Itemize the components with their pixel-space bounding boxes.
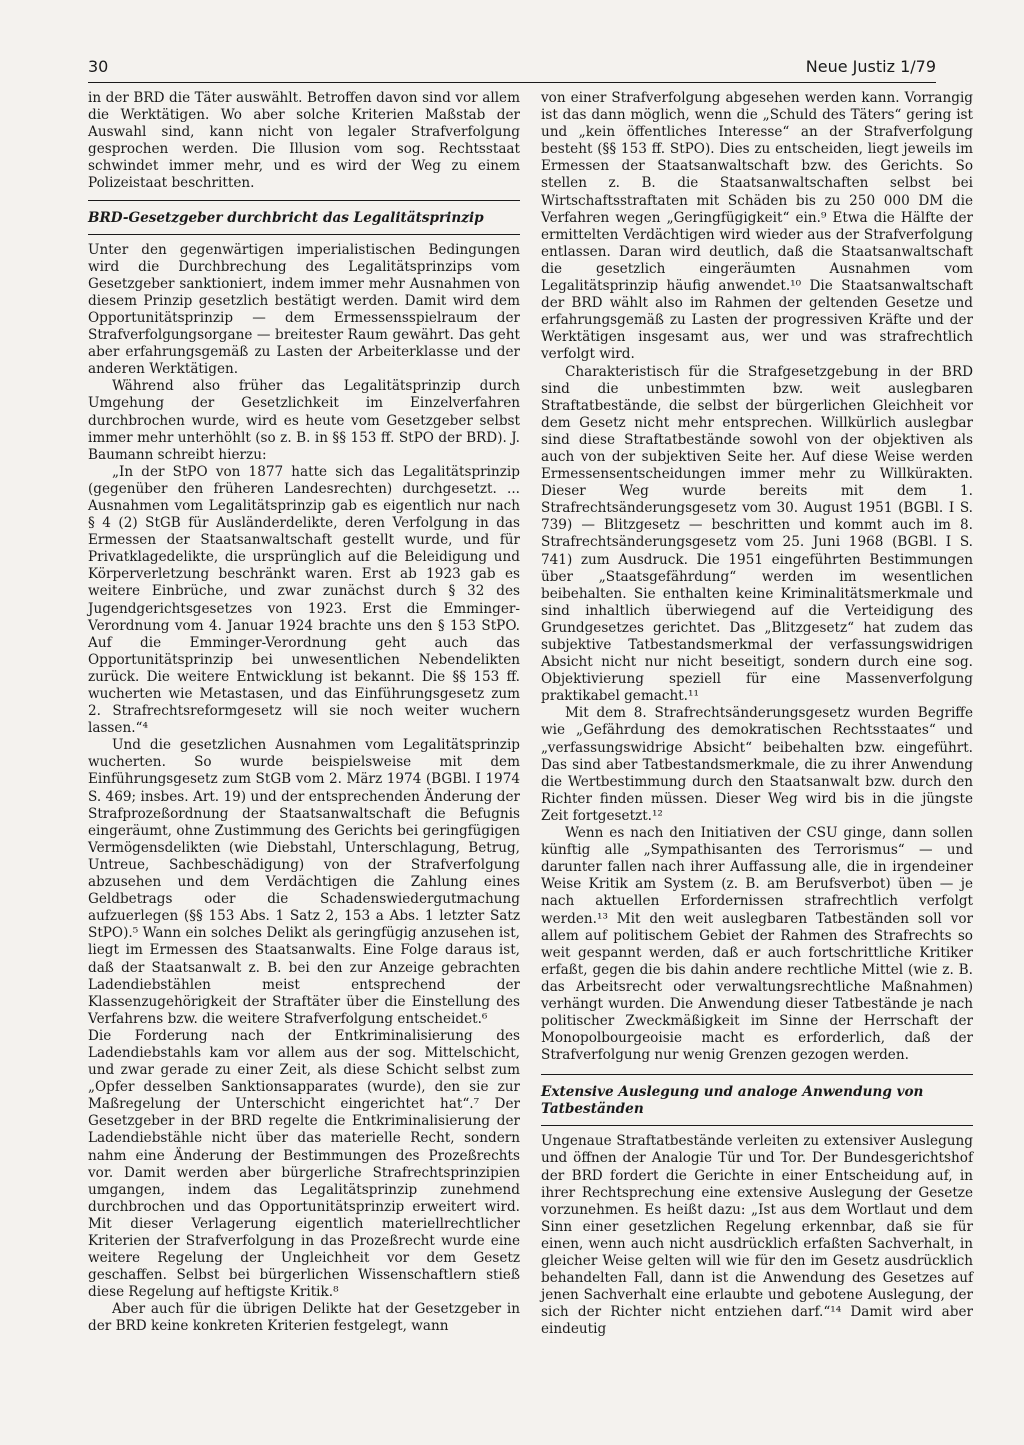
journal-issue: Neue Justiz 1/79 [805,57,936,76]
paragraph: in der BRD die Täter auswählt. Betroffen davon sind vor allem die Werktätigen. Wo aber solche Kriterien Maßstab der Auswahl sind, kann nicht von legaler Strafverfolgung gesprochen werden. Die Illusion vom sog. Rechtsstaat schwindet immer mehr, und es wird der Weg zu einem Polizeistaat beschritten. [88,90,520,192]
paragraph: Und die gesetzlichen Ausnahmen vom Legalitätsprinzip wucherten. So wurde beispielsweise mit dem Einführungsgesetz zum StGB vom 2. März 1974 (BGBl. I 1974 S. 469; insbes. Art. 19) und der entsprechenden Änderung der Strafprozeßordnung der Staatsanwaltschaft die Befugnis eingeräumt, ohne Zustimmung des Gerichts bei geringfügigen Vermögensdelikten (wie Diebstahl, Unterschlagung, Betrug, Untreue, Sachbeschädigung) von der Strafverfolgung abzusehen und dem Verdächtigen die Zahlung eines Geldbetrags oder die Schadenswiedergutmachung aufzuerlegen (§§ 153 Abs. 1 Satz 2, 153 a Abs. 1 letzter Satz StPO).⁵ Wann ein solches Delikt als geringfügig anzusehen ist, liegt im Ermessen des Staatsanwalts. Eine Folge daraus ist, daß der Staatsanwalt z. B. bei den zur Anzeige gebrachten Ladendiebstählen meist entsprechend der Klassenzugehörigkeit der Straftäter über die Einstellung des Verfahrens bzw. die weitere Strafverfolgung entscheidet.⁶ [88,737,520,1027]
page-number: 30 [88,57,109,76]
header-divider [88,82,936,83]
block-quote: „In der StPO von 1877 hatte sich das Legalitätsprinzip (gegenüber den früheren Landesrechten) durchgesetzt. ... Ausnahmen vom Legalitätsprinzip gab es eigentlich nur nach § 4 (2) StGB für Ausländerdelikte, deren Verfolgung in das Ermessen der Staatsanwaltschaft gestellt wurde, und für Privatklagedelikte, die ursprünglich auf die Beleidigung und Körperverletzung beschränkt waren. Erst ab 1923 gab es weitere Einbrüche, und zwar zunächst durch § 32 des Jugendgerichtsgesetzes von 1923. Erst die Emminger-Verordnung vom 4. Januar 1924 brachte uns den § 153 StPO. Auf die Emminger-Verordnung geht auch das Opportunitätsprinzip bei unwesentlichen Nebendelikten zurück. Die weitere Entwicklung ist bekannt. Die §§ 153 ff. wucherten wie Metastasen, und das Einführungsgesetz zum 2. Strafrechtsreformgesetz will sie noch weiter wuchern lassen.“⁴ [88,463,520,737]
paragraph: Mit dem 8. Strafrechtsänderungsgesetz wurden Begriffe wie „Gefährdung des demokratischen Rechtsstaates“ und „verfassungswidrige Absicht“ beibehalten bzw. eingeführt. Das sind aber Tatbestandsmerkmale, die zu ihrer Anwendung die Wertbestimmung durch den Staatsanwalt bzw. durch den Richter finden müssen. Dieser Weg wird bis in die jüngste Zeit fortgesetzt.¹² [541,705,973,824]
section-heading: Extensive Auslegung und analoge Anwendung von Tatbeständen [541,1074,973,1126]
paragraph: von einer Strafverfolgung abgesehen werden kann. Vorrangig ist das dann möglich, wenn die „Schuld des Täters“ gering ist und „kein öffentliches Interesse“ an der Strafverfolgung besteht (§§ 153 ff. StPO). Dies zu entscheiden, liegt jeweils im Ermessen der Staatsanwaltschaft bzw. des Gerichts. So stellen z. B. die Staatsanwaltschaften selbst bei Wirtschaftsstraftaten mit Schäden bis zu 250 000 DM die Verfahren wegen „Geringfügigkeit“ ein.⁹ Etwa die Hälfte der ermittelten Verdächtigen wird wieder aus der Strafverfolgung entlassen. Daran wird deutlich, daß die Staatsanwaltschaft die gesetzlich eingeräumten Ausnahmen vom Legalitätsprinzip häufig anwendet.¹⁰ Die Staatsanwaltschaft der BRD wählt also im Rahmen der geltenden Gesetze und erfahrungsgemäß zu Lasten der progressiven Kräfte und der Werktätigen insgesamt aus, wer und was strafrechtlich verfolgt wird. [541,90,973,363]
page-header [88,58,936,76]
paragraph: Unter den gegenwärtigen imperialistischen Bedingungen wird die Durchbrechung des Legalitätsprinzips vom Gesetzgeber sanktioniert, indem immer mehr Ausnahmen von diesem Prinzip gesetzlich bestätigt werden. Damit wird dem Opportunitätsprinzip — dem Ermessensspielraum der Strafverfolgungsorgane — breitester Raum gewährt. Das geht aber erfahrungsgemäß zu Lasten der Arbeiterklasse und der anderen Werktätigen. [88,241,520,378]
paragraph: Während also früher das Legalitätsprinzip durch Umgehung der Gesetzlichkeit im Einzelverfahren durchbrochen wurde, wird es heute vom Gesetzgeber selbst immer mehr unterhöhlt (so z. B. in §§ 153 ff. StPO der BRD). J. Baumann schreibt hierzu: [88,378,520,463]
section-heading: BRD-Gesetzgeber durchbricht das Legalitätsprinzip [88,200,520,235]
paragraph: Wenn es nach den Initiativen der CSU ginge, dann sollen künftig alle „Sympathisanten des Terrorismus“ — und darunter fallen nach ihrer Auffassung alle, die in irgendeiner Weise Kritik am System (z. B. am Berufsverbot) üben — je nach aktuellen Erfordernissen strafrechtlich verfolgt werden.¹³ Mit den weit auslegbaren Tatbeständen soll vor allem auf politischem Gebiet der Rahmen des Strafrechts so weit gespannt werden, daß er auch fortschrittliche Kritiker erfaßt, gegen die bis dahin andere rechtliche Mittel (wie z. B. das Arbeitsrecht oder verwaltungsrechtliche Maßnahmen) verhängt wurden. Die Anwendung dieser Tatbestände je nach politischer Zweckmäßigkeit im Sinne der Herrschaft der Monopolbourgeoisie macht es erforderlich, daß der Strafverfolgung nur wenig Grenzen gezogen werden. [541,825,973,1064]
paragraph: Die Forderung nach der Entkriminalisierung des Ladendiebstahls kam vor allem aus der sog. Mittelschicht, und zwar gerade zu einer Zeit, als diese Schicht selbst zum „Opfer desselben Sanktionsapparates (wurde), den sie zur Maßregelung der Unterschicht eingerichtet hat“.⁷ Der Gesetzgeber in der BRD regelte die Entkriminalisierung der Ladendiebstähle nicht über das materielle Recht, sondern nahm eine Änderung der Bestimmungen des Prozeßrechts vor. Damit werden aber bürgerliche Strafrechtsprinzipien umgangen, indem das Legalitätsprinzip zunehmend durchbrochen und das Opportunitätsprinzip erweitert wird. Mit dieser Verlagerung eigentlich materiellrechtlicher Kriterien der Strafverfolgung in das Prozeßrecht wurde eine weitere Regelung der Ungleichheit vor dem Gesetz geschaffen. Selbst bei bürgerlichen Wissenschaftlern stieß diese Regelung auf heftigste Kritik.⁸ [88,1027,520,1301]
paragraph: Ungenaue Straftatbestände verleiten zu extensiver Auslegung und öffnen der Analogie Tür und Tor. Der Bundesgerichtshof der BRD fordert die Gerichte in einer Entscheidung auf, in ihrer Rechtsprechung eine extensive Auslegung der Gesetze vorzunehmen. Es heißt dazu: „Ist aus dem Wortlaut und dem Sinn einer gesetzlichen Regelung erkennbar, daß sie für einen, wenn auch nicht ausdrücklich erfaßten Sachverhalt, in gleicher Weise gelten will wie für den im Gesetz ausdrücklich behandelten Fall, dann ist die Anwendung des Gesetzes auf jenen Sachverhalt eine erlaubte und gebotene Auslegung, der sich der Richter nicht entziehen darf.“¹⁴ Damit wird aber eindeutig [541,1133,973,1338]
left-column [88,90,520,1336]
paragraph: Aber auch für die übrigen Delikte hat der Gesetzgeber in der BRD keine konkreten Kriterien festgelegt, wann [88,1301,520,1335]
paragraph: Charakteristisch für die Strafgesetzgebung in der BRD sind die unbestimmten bzw. weit auslegbaren Straftatbestände, die selbst der bürgerlichen Gleichheit vor dem Gesetz nicht mehr entsprechen. Willkürlich auslegbar sind diese Straftatbestände sowohl von der objektiven als auch von der subjektiven Seite her. Auf diese Weise werden Ermessensentscheidungen immer mehr zu Willkürakten. Dieser Weg wurde bereits mit dem 1. Strafrechtsänderungsgesetz vom 30. August 1951 (BGBl. I S. 739) — Blitzgesetz — beschritten und kommt auch im 8. Strafrechtsänderungsgesetz vom 25. Juni 1968 (BGBl. I S. 741) zum Ausdruck. Die 1951 eingeführten Bestimmungen über „Staatsgefährdung“ werden im wesentlichen beibehalten. Sie enthalten keine Kriminalitätsmerkmale und sind inhaltlich überwiegend auf die Verteidigung des Grundgesetzes gerichtet. Das „Blitzgesetz“ hat zudem das subjektive Tatbestandsmerkmal der verfassungswidrigen Absicht nicht nur nicht beseitigt, sondern durch eine sog. Objektivierung speziell für eine Massenverfolgung praktikabel gemacht.¹¹ [541,363,973,705]
right-column [541,90,973,1338]
